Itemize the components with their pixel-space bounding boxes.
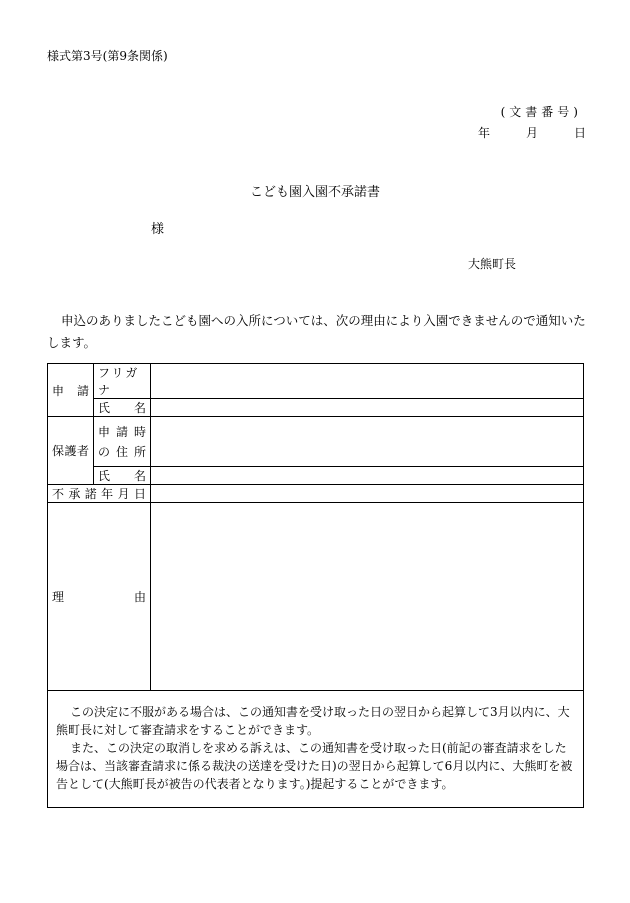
issue-date xyxy=(478,124,586,141)
reason-label: 理 由 xyxy=(48,503,151,691)
date-day-label: 日 xyxy=(574,126,587,140)
form-reference: 様式第3号(第9条関係) xyxy=(47,49,168,63)
issuer-name: 大熊町長 xyxy=(468,257,517,271)
guardian-header: 保 護 者 xyxy=(48,417,94,485)
appeal-notice xyxy=(48,691,584,808)
child-name-label: 氏 名 xyxy=(94,399,151,417)
rejection-date-field[interactable] xyxy=(151,485,584,503)
applicant-child-header: 申 請 xyxy=(48,364,94,417)
child-name-field[interactable] xyxy=(151,399,584,417)
appeal-notice-para-2: また、この決定の取消しを求める訴えは、この通知書を受け取った日(前記の審査請求をした場合は、当該審査請求に係る裁決の送達を受けた日)の翌日から起算して6月以内に、大熊町を被告として(大熊町長が被告の代表者となります。)提起することができます。 xyxy=(56,741,573,791)
appeal-notice-para-1: この決定に不服がある場合は、この通知書を受け取った日の翌日から起算して3月以内に、大熊町長に対して審査請求をすることができます。 xyxy=(56,705,570,737)
furigana-field[interactable] xyxy=(151,364,584,399)
guardian-address-field[interactable] xyxy=(151,417,584,467)
notice-body-text: 申込のありましたこども園への入所については、次の理由により入園できませんので通知いたします。 xyxy=(47,313,586,350)
date-year-label: 年 xyxy=(478,126,491,140)
reason-field[interactable] xyxy=(151,503,584,691)
date-month-label: 月 xyxy=(526,126,539,140)
document-number-label: (文書番号) xyxy=(500,105,582,119)
guardian-name-field[interactable] xyxy=(151,467,584,485)
address-at-application-label: 申 請 時 の 住 所 xyxy=(94,417,151,467)
furigana-label: フリガナ xyxy=(94,364,151,399)
addressee-suffix: 様 xyxy=(151,222,165,237)
document-title: こども園入園不承諾書 xyxy=(249,185,380,200)
rejection-date-label: 不 承 諾 年 月 日 xyxy=(48,485,151,503)
rejection-form-table xyxy=(47,363,584,808)
guardian-name-label: 氏 名 xyxy=(94,467,151,485)
